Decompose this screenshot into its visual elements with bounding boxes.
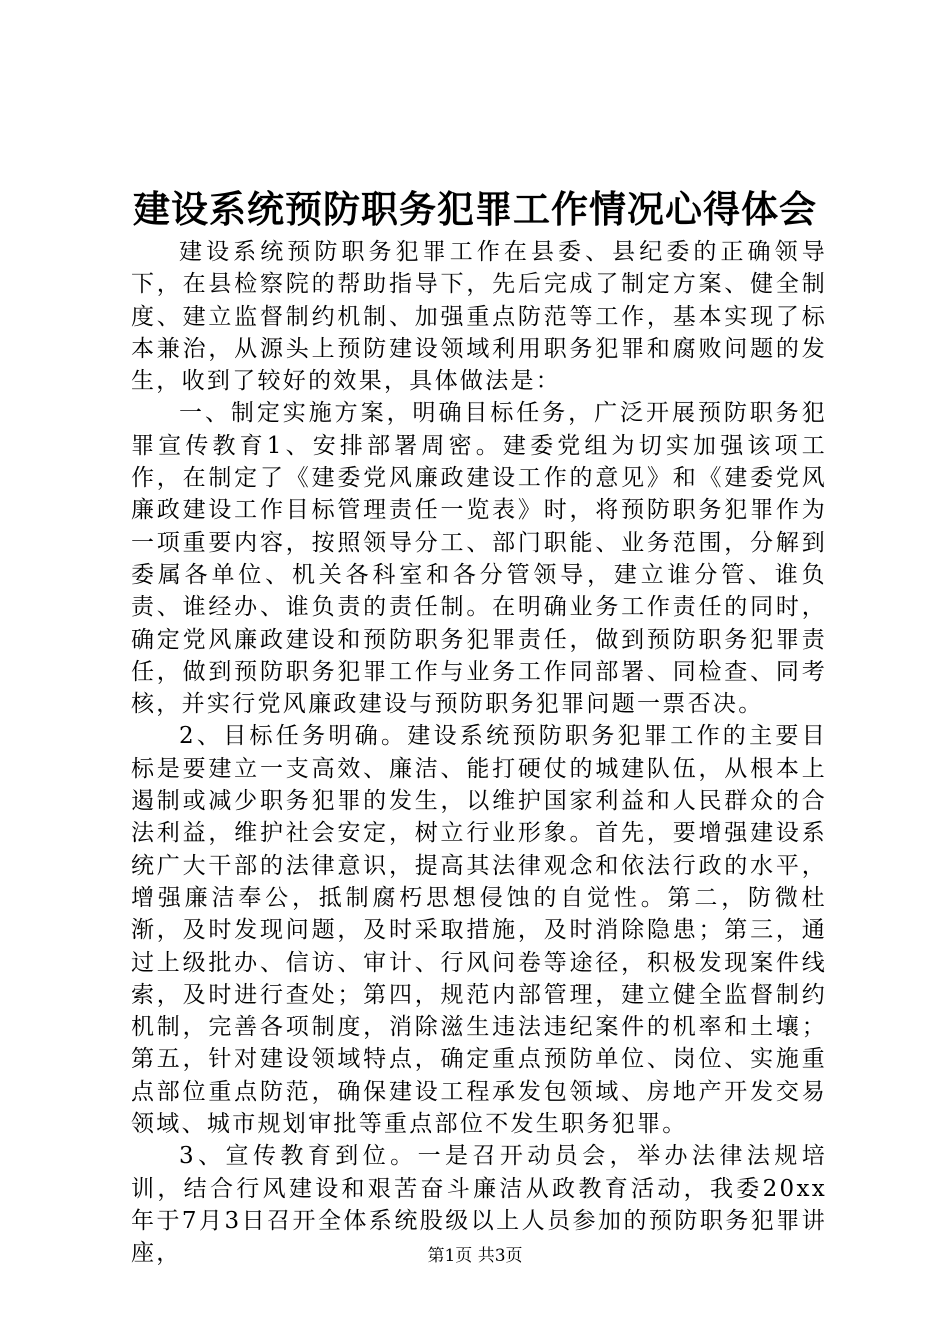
paragraph-section-1: 一、制定实施方案，明确目标任务，广泛开展预防职务犯罪宣传教育1、安排部署周密。建委党组为切实加强该项工作，在制定了《建委党风廉政建设工作的意见》和《建委党风廉政建设工作目标管理责任一览表》时，将预防职务犯罪作为一项重要内容，按照领导分工、部门职能、业务范围，分解到委属各单位、机关各科室和各分管领导，建立谁分管、谁负责、谁经办、谁负责的责任制。在明确业务工作责任的同时，确定党风廉政建设和预防职务犯罪责任，做到预防职务犯罪责任，做到预防职务犯罪工作与业务工作同部署、同检查、同考核，并实行党风廉政建设与预防职务犯罪问题一票否决。: [131, 400, 827, 718]
document-body: [131, 236, 827, 1270]
page-footer: 第1页 共3页: [427, 1246, 523, 1266]
document-title: 建设系统预防职务犯罪工作情况心得体会: [133, 187, 817, 231]
paragraph-intro: 建设系统预防职务犯罪工作在县委、县纪委的正确领导下，在县检察院的帮助指导下，先后完成了制定方案、健全制度、建立监督制约机制、加强重点防范等工作，基本实现了标本兼治，从源头上预防建设领域利用职务犯罪和腐败问题的发生，收到了较好的效果，具体做法是：: [131, 239, 827, 395]
paragraph-section-2: 2、目标任务明确。建设系统预防职务犯罪工作的主要目标是要建立一支高效、廉洁、能打硬仗的城建队伍，从根本上遏制或减少职务犯罪的发生，以维护国家利益和人民群众的合法利益，维护社会安定，树立行业形象。首先，要增强建设系统广大干部的法律意识，提高其法律观念和依法行政的水平，增强廉洁奉公，抵制腐朽思想侵蚀的自觉性。第二，防微杜渐，及时发现问题，及时采取措施，及时消除隐患；第三，通过上级批办、信访、审计、行风问卷等途径，积极发现案件线索，及时进行查处；第四，规范内部管理，建立健全监督制约机制，完善各项制度，消除滋生违法违纪案件的机率和土壤；第五，针对建设领域特点，确定重点预防单位、岗位、实施重点部位重点防范，确保建设工程承发包领域、房地产开发交易领域、城市规划审批等重点部位不发生职务犯罪。: [131, 723, 827, 1138]
paragraph-section-3: 3、宣传教育到位。一是召开动员会，举办法律法规培训，结合行风建设和艰苦奋斗廉洁从政教育活动，我委20xx年于7月3日召开全体系统股级以上人员参加的预防职务犯罪讲座，: [131, 1143, 827, 1267]
